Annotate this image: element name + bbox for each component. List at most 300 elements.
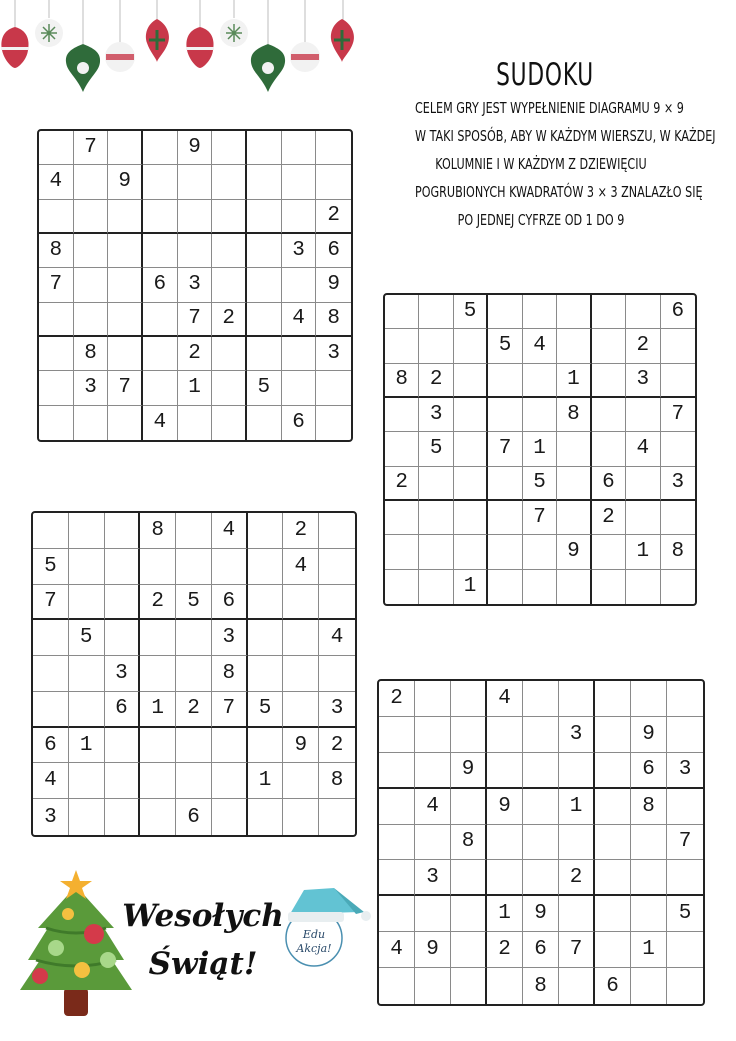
sudoku-cell — [33, 513, 69, 549]
sudoku-cell — [487, 717, 523, 753]
sudoku-cell — [105, 799, 141, 835]
sudoku-cell: 6 — [105, 692, 141, 728]
sudoku-cell — [316, 165, 351, 199]
sudoku-cell: 2 — [592, 501, 626, 535]
sudoku-cell — [385, 570, 419, 604]
sudoku-cell — [419, 329, 453, 363]
sudoku-cell — [523, 825, 559, 861]
sudoku-cell — [595, 860, 631, 896]
sudoku-cell — [454, 535, 488, 569]
sudoku-cell: 5 — [33, 549, 69, 585]
greeting-line-2: Świąt! — [148, 946, 258, 982]
sudoku-cell — [319, 656, 355, 692]
sudoku-cell — [451, 789, 487, 825]
sudoku-cell — [105, 549, 141, 585]
sudoku-cell — [74, 303, 109, 337]
sudoku-cell: 5 — [176, 585, 212, 621]
sudoku-cell — [451, 968, 487, 1004]
sudoku-cell — [667, 717, 703, 753]
sudoku-cell: 9 — [451, 753, 487, 789]
sudoku-grid-3 — [31, 511, 357, 837]
sudoku-cell: 4 — [283, 549, 319, 585]
sudoku-cell: 8 — [74, 337, 109, 371]
sudoku-cell — [248, 549, 284, 585]
sudoku-cell — [140, 763, 176, 799]
sudoku-cell: 6 — [282, 406, 317, 440]
sudoku-cell: 5 — [454, 295, 488, 329]
sudoku-cell — [39, 406, 74, 440]
sudoku-cell — [595, 753, 631, 789]
sudoku-cell: 5 — [248, 692, 284, 728]
sudoku-cell: 8 — [557, 398, 591, 432]
sudoku-cell: 4 — [626, 432, 660, 466]
sudoku-cell — [667, 681, 703, 717]
sudoku-cell: 6 — [661, 295, 695, 329]
sudoku-cell: 1 — [487, 896, 523, 932]
sudoku-cell — [415, 968, 451, 1004]
sudoku-cell — [523, 398, 557, 432]
sudoku-cell — [626, 295, 660, 329]
sudoku-cell — [283, 692, 319, 728]
sudoku-cell: 5 — [69, 620, 105, 656]
sudoku-cell — [108, 131, 143, 165]
sudoku-cell — [140, 549, 176, 585]
sudoku-cell: 5 — [667, 896, 703, 932]
sudoku-cell — [105, 585, 141, 621]
christmas-ornaments-icon — [0, 0, 370, 100]
sudoku-cell — [105, 620, 141, 656]
sudoku-cell — [379, 860, 415, 896]
sudoku-cell — [212, 337, 247, 371]
sudoku-cell — [69, 763, 105, 799]
sudoku-cell — [283, 620, 319, 656]
sudoku-cell: 5 — [247, 371, 282, 405]
sudoku-cell — [143, 200, 178, 234]
sudoku-cell — [140, 656, 176, 692]
sudoku-grid-2 — [383, 293, 697, 606]
sudoku-cell: 2 — [212, 303, 247, 337]
sudoku-cell — [419, 467, 453, 501]
sudoku-cell: 6 — [33, 728, 69, 764]
sudoku-cell: 7 — [523, 501, 557, 535]
sudoku-cell — [248, 585, 284, 621]
sudoku-cell — [178, 406, 213, 440]
sudoku-cell: 4 — [39, 165, 74, 199]
sudoku-cell — [247, 131, 282, 165]
sudoku-cell — [415, 717, 451, 753]
sudoku-cell: 3 — [319, 692, 355, 728]
sudoku-cell: 4 — [523, 329, 557, 363]
instruction-line: PO JEDNEJ CYFRZE OD 1 DO 9 — [457, 211, 625, 229]
sudoku-cell — [454, 501, 488, 535]
sudoku-cell — [283, 585, 319, 621]
sudoku-cell: 3 — [212, 620, 248, 656]
sudoku-cell — [385, 535, 419, 569]
sudoku-cell: 7 — [74, 131, 109, 165]
sudoku-cell — [105, 513, 141, 549]
sudoku-cell — [667, 860, 703, 896]
sudoku-cell: 8 — [316, 303, 351, 337]
sudoku-cell — [385, 398, 419, 432]
sudoku-cell — [212, 131, 247, 165]
sudoku-cell — [319, 549, 355, 585]
sudoku-cell — [74, 234, 109, 268]
sudoku-cell — [419, 295, 453, 329]
sudoku-cell — [415, 681, 451, 717]
sudoku-cell — [415, 896, 451, 932]
greeting-line-1: Wesołych — [122, 898, 284, 934]
sudoku-cell — [488, 364, 522, 398]
sudoku-cell — [33, 692, 69, 728]
sudoku-cell — [247, 303, 282, 337]
sudoku-cell: 7 — [33, 585, 69, 621]
sudoku-cell: 9 — [283, 728, 319, 764]
sudoku-cell — [592, 535, 626, 569]
sudoku-cell — [212, 371, 247, 405]
sudoku-cell — [283, 763, 319, 799]
sudoku-cell: 5 — [488, 329, 522, 363]
sudoku-cell — [667, 968, 703, 1004]
sudoku-cell: 1 — [631, 932, 667, 968]
sudoku-cell — [661, 329, 695, 363]
sudoku-cell — [248, 513, 284, 549]
sudoku-cell: 1 — [454, 570, 488, 604]
sudoku-cell: 3 — [282, 234, 317, 268]
sudoku-cell — [626, 398, 660, 432]
sudoku-cell — [379, 825, 415, 861]
sudoku-cell: 9 — [178, 131, 213, 165]
sudoku-cell: 2 — [379, 681, 415, 717]
sudoku-cell — [247, 268, 282, 302]
sudoku-cell — [316, 406, 351, 440]
sudoku-cell: 8 — [39, 234, 74, 268]
sudoku-cell — [212, 234, 247, 268]
sudoku-cell — [626, 467, 660, 501]
sudoku-cell — [140, 799, 176, 835]
sudoku-cell — [523, 753, 559, 789]
sudoku-cell: 9 — [557, 535, 591, 569]
sudoku-cell: 6 — [523, 932, 559, 968]
sudoku-cell: 2 — [626, 329, 660, 363]
sudoku-cell — [143, 165, 178, 199]
sudoku-cell — [39, 131, 74, 165]
logo-text-1: Edu — [302, 928, 326, 941]
sudoku-cell: 6 — [176, 799, 212, 835]
sudoku-cell — [487, 825, 523, 861]
sudoku-cell: 3 — [667, 753, 703, 789]
sudoku-cell — [108, 268, 143, 302]
sudoku-cell — [69, 585, 105, 621]
sudoku-cell — [69, 549, 105, 585]
sudoku-cell — [523, 789, 559, 825]
sudoku-cell — [454, 364, 488, 398]
sudoku-cell — [451, 681, 487, 717]
sudoku-cell — [419, 501, 453, 535]
instructions — [366, 94, 716, 234]
sudoku-cell — [592, 570, 626, 604]
sudoku-cell — [592, 329, 626, 363]
sudoku-cell — [69, 513, 105, 549]
sudoku-cell — [247, 200, 282, 234]
sudoku-cell — [559, 681, 595, 717]
sudoku-cell: 1 — [140, 692, 176, 728]
sudoku-cell — [523, 860, 559, 896]
sudoku-cell — [488, 467, 522, 501]
sudoku-cell — [74, 200, 109, 234]
sudoku-cell — [559, 825, 595, 861]
sudoku-cell — [661, 570, 695, 604]
sudoku-cell: 1 — [557, 364, 591, 398]
sudoku-cell: 4 — [487, 681, 523, 717]
sudoku-cell: 8 — [523, 968, 559, 1004]
sudoku-cell: 9 — [631, 717, 667, 753]
sudoku-cell: 2 — [319, 728, 355, 764]
sudoku-cell: 3 — [559, 717, 595, 753]
sudoku-cell — [178, 165, 213, 199]
instruction-line: KOLUMNIE I W KAŻDYM Z DZIEWIĘCIU — [435, 155, 647, 173]
sudoku-cell: 2 — [140, 585, 176, 621]
sudoku-cell — [143, 303, 178, 337]
sudoku-cell — [282, 268, 317, 302]
sudoku-cell — [595, 717, 631, 753]
sudoku-cell — [108, 406, 143, 440]
sudoku-cell — [523, 295, 557, 329]
sudoku-cell — [105, 728, 141, 764]
sudoku-cell — [33, 620, 69, 656]
sudoku-cell: 3 — [661, 467, 695, 501]
sudoku-cell — [488, 570, 522, 604]
sudoku-cell — [631, 825, 667, 861]
sudoku-cell — [143, 234, 178, 268]
sudoku-cell: 9 — [316, 268, 351, 302]
sudoku-cell — [451, 717, 487, 753]
sudoku-cell — [488, 398, 522, 432]
sudoku-cell — [176, 513, 212, 549]
sudoku-cell — [454, 398, 488, 432]
sudoku-cell — [176, 656, 212, 692]
logo-text-2: Akcja! — [296, 942, 332, 955]
sudoku-cell — [282, 165, 317, 199]
sudoku-cell — [454, 432, 488, 466]
sudoku-cell: 7 — [488, 432, 522, 466]
sudoku-cell — [108, 337, 143, 371]
sudoku-cell — [108, 234, 143, 268]
sudoku-cell — [661, 364, 695, 398]
sudoku-cell — [595, 789, 631, 825]
sudoku-cell — [212, 763, 248, 799]
instruction-line: POGRUBIONYCH KWADRATÓW 3 × 3 ZNALAZŁO SIĘ — [415, 183, 703, 201]
sudoku-cell — [247, 234, 282, 268]
sudoku-cell: 6 — [143, 268, 178, 302]
sudoku-cell — [419, 535, 453, 569]
sudoku-cell — [212, 165, 247, 199]
sudoku-cell — [74, 268, 109, 302]
sudoku-cell: 8 — [212, 656, 248, 692]
sudoku-cell: 7 — [559, 932, 595, 968]
sudoku-cell: 4 — [319, 620, 355, 656]
sudoku-cell — [379, 753, 415, 789]
sudoku-cell — [451, 932, 487, 968]
sudoku-cell: 4 — [282, 303, 317, 337]
sudoku-cell — [316, 131, 351, 165]
sudoku-cell — [592, 398, 626, 432]
sudoku-cell — [487, 860, 523, 896]
sudoku-cell — [631, 896, 667, 932]
sudoku-cell — [385, 295, 419, 329]
sudoku-cell — [385, 432, 419, 466]
sudoku-cell — [248, 728, 284, 764]
sudoku-cell: 7 — [108, 371, 143, 405]
sudoku-cell — [626, 501, 660, 535]
sudoku-cell: 5 — [419, 432, 453, 466]
sudoku-cell — [454, 329, 488, 363]
sudoku-cell — [248, 656, 284, 692]
sudoku-cell: 2 — [385, 467, 419, 501]
sudoku-cell: 1 — [178, 371, 213, 405]
sudoku-cell: 3 — [105, 656, 141, 692]
sudoku-cell — [454, 467, 488, 501]
sudoku-cell: 2 — [176, 692, 212, 728]
sudoku-cell: 8 — [319, 763, 355, 799]
sudoku-cell: 7 — [178, 303, 213, 337]
sudoku-cell — [559, 753, 595, 789]
sudoku-cell — [39, 303, 74, 337]
sudoku-cell: 3 — [33, 799, 69, 835]
sudoku-cell — [108, 303, 143, 337]
sudoku-cell — [631, 860, 667, 896]
sudoku-cell — [379, 968, 415, 1004]
sudoku-cell: 8 — [451, 825, 487, 861]
sudoku-cell: 9 — [523, 896, 559, 932]
sudoku-cell — [592, 364, 626, 398]
sudoku-cell — [178, 200, 213, 234]
sudoku-cell — [523, 364, 557, 398]
sudoku-cell — [69, 692, 105, 728]
sudoku-cell: 4 — [212, 513, 248, 549]
sudoku-cell — [385, 501, 419, 535]
sudoku-cell — [595, 896, 631, 932]
sudoku-cell — [176, 763, 212, 799]
sudoku-cell: 2 — [559, 860, 595, 896]
santa-hat-logo-icon — [280, 882, 376, 978]
sudoku-cell: 7 — [39, 268, 74, 302]
sudoku-cell — [415, 825, 451, 861]
sudoku-cell: 3 — [626, 364, 660, 398]
sudoku-cell — [557, 432, 591, 466]
sudoku-cell — [143, 131, 178, 165]
sudoku-cell: 2 — [487, 932, 523, 968]
sudoku-cell — [385, 329, 419, 363]
sudoku-cell: 4 — [379, 932, 415, 968]
sudoku-cell — [39, 371, 74, 405]
sudoku-cell — [140, 728, 176, 764]
sudoku-cell — [595, 932, 631, 968]
sudoku-cell: 5 — [523, 467, 557, 501]
sudoku-cell: 9 — [487, 789, 523, 825]
sudoku-cell — [488, 535, 522, 569]
sudoku-cell: 9 — [108, 165, 143, 199]
sudoku-cell — [140, 620, 176, 656]
sudoku-cell — [176, 728, 212, 764]
sudoku-cell: 3 — [419, 398, 453, 432]
sudoku-cell — [667, 932, 703, 968]
sudoku-cell — [74, 406, 109, 440]
sudoku-cell — [488, 501, 522, 535]
sudoku-cell — [108, 200, 143, 234]
sudoku-cell — [248, 799, 284, 835]
sudoku-cell — [178, 234, 213, 268]
sudoku-cell — [557, 329, 591, 363]
sudoku-cell — [661, 432, 695, 466]
sudoku-cell: 2 — [283, 513, 319, 549]
sudoku-cell: 2 — [178, 337, 213, 371]
sudoku-cell: 6 — [212, 585, 248, 621]
sudoku-cell — [451, 860, 487, 896]
sudoku-cell — [247, 406, 282, 440]
sudoku-cell — [319, 513, 355, 549]
sudoku-cell — [283, 799, 319, 835]
sudoku-cell — [33, 656, 69, 692]
sudoku-cell — [212, 406, 247, 440]
sudoku-cell: 8 — [661, 535, 695, 569]
sudoku-cell — [487, 753, 523, 789]
sudoku-cell: 3 — [178, 268, 213, 302]
sudoku-cell — [176, 549, 212, 585]
sudoku-cell — [631, 681, 667, 717]
sudoku-cell — [143, 371, 178, 405]
sudoku-grid-4 — [377, 679, 705, 1006]
sudoku-cell: 8 — [140, 513, 176, 549]
sudoku-cell — [379, 717, 415, 753]
sudoku-cell: 2 — [316, 200, 351, 234]
sudoku-cell — [631, 968, 667, 1004]
sudoku-cell — [247, 165, 282, 199]
sudoku-cell: 4 — [33, 763, 69, 799]
sudoku-cell — [283, 656, 319, 692]
sudoku-cell — [557, 467, 591, 501]
sudoku-cell — [39, 337, 74, 371]
sudoku-cell — [661, 501, 695, 535]
sudoku-cell — [487, 968, 523, 1004]
sudoku-cell — [212, 799, 248, 835]
sudoku-cell: 8 — [385, 364, 419, 398]
sudoku-cell — [523, 717, 559, 753]
sudoku-cell — [143, 337, 178, 371]
sudoku-cell — [319, 799, 355, 835]
sudoku-cell: 1 — [69, 728, 105, 764]
sudoku-cell — [248, 620, 284, 656]
sudoku-cell: 7 — [661, 398, 695, 432]
sudoku-cell — [282, 200, 317, 234]
sudoku-cell — [667, 789, 703, 825]
sudoku-cell — [282, 337, 317, 371]
sudoku-cell — [451, 896, 487, 932]
sudoku-cell — [592, 432, 626, 466]
instruction-line: CELEM GRY JEST WYPEŁNIENIE DIAGRAMU 9 × 9 — [415, 99, 684, 117]
sudoku-cell — [595, 681, 631, 717]
sudoku-cell — [39, 200, 74, 234]
sudoku-cell — [557, 295, 591, 329]
sudoku-cell — [212, 200, 247, 234]
sudoku-cell — [559, 968, 595, 1004]
sudoku-cell: 1 — [248, 763, 284, 799]
sudoku-cell: 6 — [316, 234, 351, 268]
sudoku-cell: 9 — [415, 932, 451, 968]
sudoku-cell — [282, 371, 317, 405]
instruction-line: W TAKI SPOSÓB, ABY W KAŻDYM WIERSZU, W KAŻDEJ — [415, 127, 716, 145]
sudoku-cell — [247, 337, 282, 371]
sudoku-grid-1 — [37, 129, 353, 442]
